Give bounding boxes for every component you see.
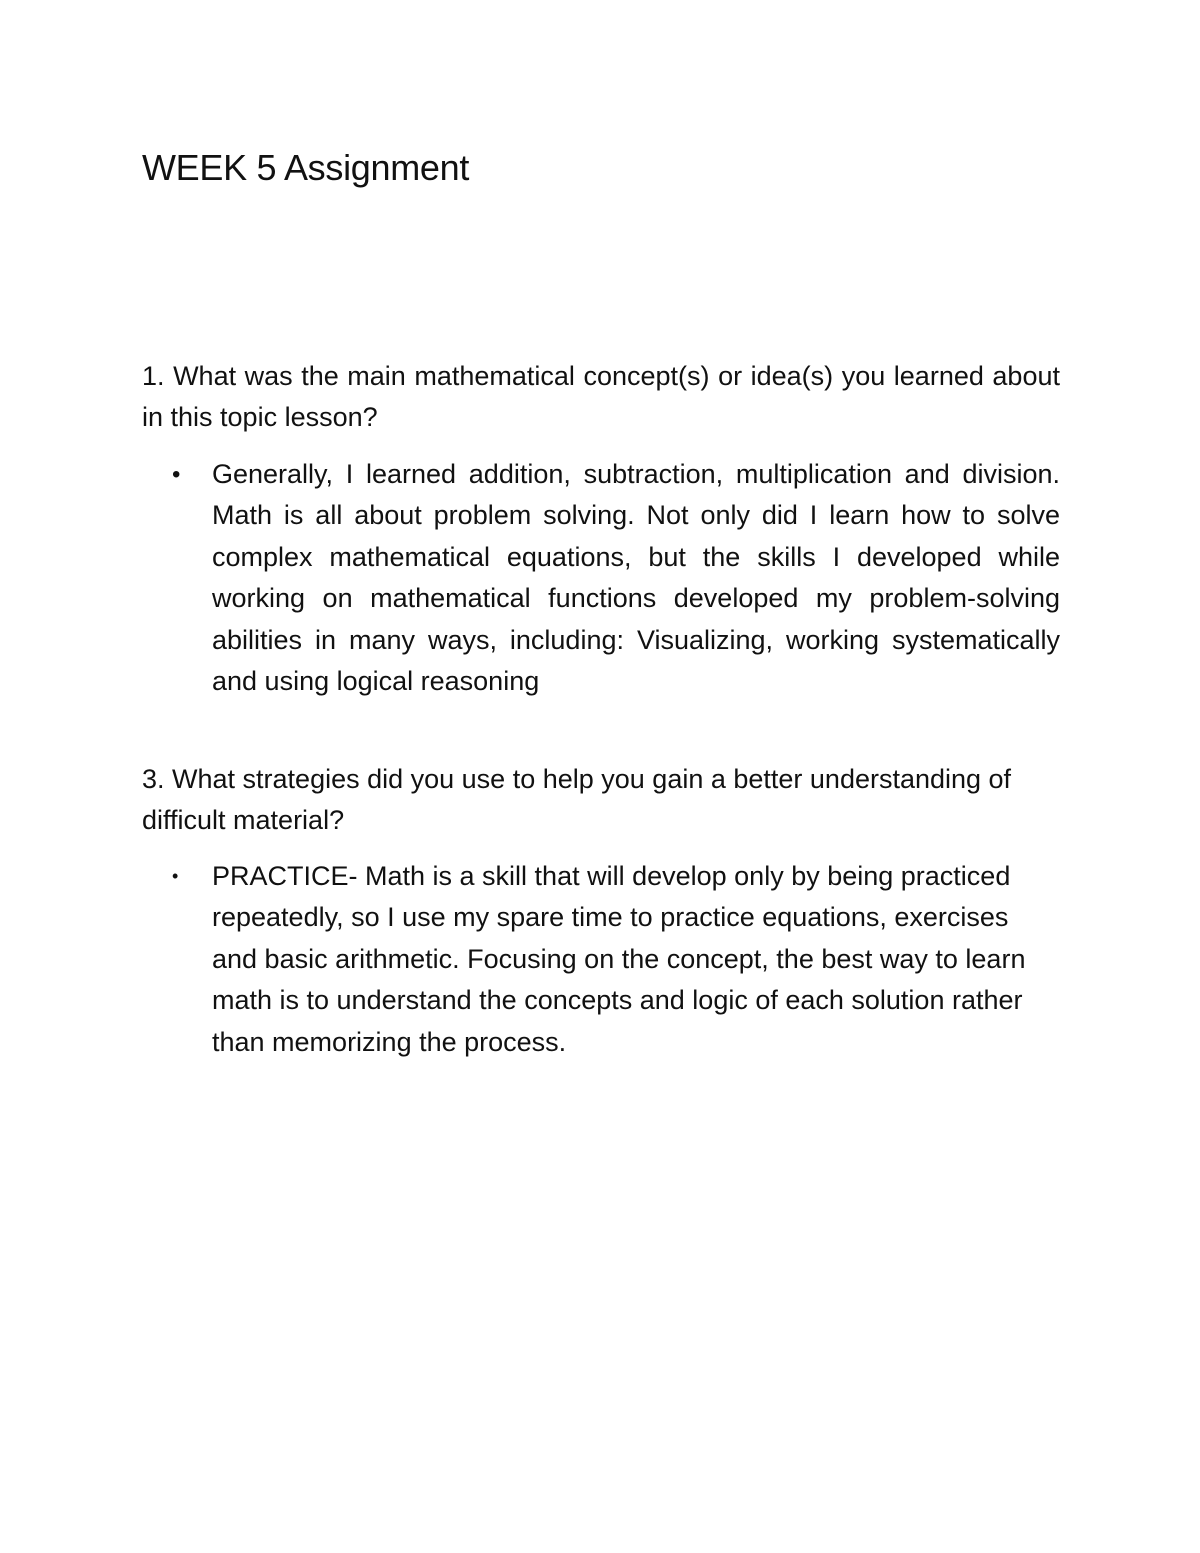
page-title: WEEK 5 Assignment (142, 147, 470, 188)
answer-3-text: PRACTICE- Math is a skill that will develop only by being practiced repeatedly, so I use my spare time to practice equations, exercises and basic arithmetic. Focusing on the concept, the best way to learn math is to understand the concepts and logic of each solution rather than memorizing the process. (212, 861, 1026, 1057)
list-item (170, 454, 1060, 702)
list-item (170, 856, 1060, 1063)
answer-3-list (170, 856, 1060, 1063)
question-3: 3. What strategies did you use to help you gain a better understanding of difficult material? (142, 764, 1012, 835)
question-1: 1. What was the main mathematical concept(s) or idea(s) you learned about in this topic lesson? (142, 361, 1060, 432)
answer-1-text: Generally, I learned addition, subtraction, multiplication and division. Math is all about problem solving. Not only did I learn how to solve complex mathematical equations, but the skills I developed while working on mathematical functions developed my problem-solving abilities in many ways, including: Visualizing, working systematically and using logical reasoning (212, 459, 1060, 697)
answer-1-list (170, 454, 1060, 702)
bullet-icon: • (172, 461, 181, 488)
bullet-icon: • (172, 866, 179, 886)
